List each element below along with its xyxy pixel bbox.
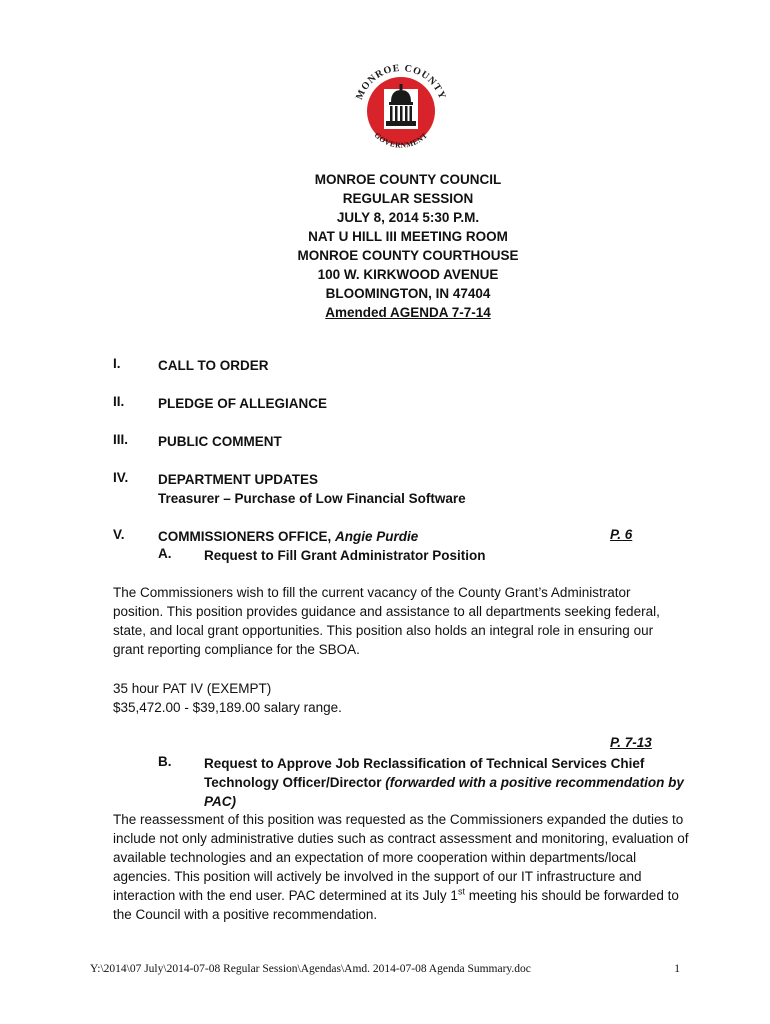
item-iv-number: IV. xyxy=(113,470,129,485)
item-v-a-hours: 35 hour PAT IV (EXEMPT) xyxy=(113,681,272,696)
header-amended-agenda: Amended AGENDA 7-7-14 xyxy=(325,305,491,320)
header-city: BLOOMINGTON, IN 47404 xyxy=(325,286,491,301)
seal-bottom-text: GOVERNMENT xyxy=(372,130,430,150)
header-courthouse: MONROE COUNTY COURTHOUSE xyxy=(297,248,519,263)
item-v-b-title-note: (forwarded with a positive recommendation by PAC) xyxy=(204,775,684,809)
item-v-b-title xyxy=(204,754,704,811)
item-ii-number: II. xyxy=(113,394,125,409)
item-iii-label: PUBLIC COMMENT xyxy=(158,434,282,449)
item-iv-label: DEPARTMENT UPDATES xyxy=(158,472,319,487)
item-v-a-description: The Commissioners wish to fill the current vacancy of the County Grant’s Administrator position. This position provides guidance and assistance to all departments seeking federal, state, and local grant opportunities. This position also holds an integral role in ensuring our grant reporting compliance for the SBOA. xyxy=(113,585,660,657)
item-iv-sub: Treasurer – Purchase of Low Financial Software xyxy=(158,491,466,506)
item-ii-label: PLEDGE OF ALLEGIANCE xyxy=(158,396,328,411)
item-v-label xyxy=(158,527,418,546)
item-v-b-description-end: meeting his should be forwarded to the Council with a positive recommendation. xyxy=(113,888,679,922)
item-v-b-letter: B. xyxy=(158,754,172,769)
item-v-presenter: Angie Purdie xyxy=(335,529,419,544)
item-v-b-description-text: The reassessment of this position was requested as the Commissioners expanded the duties to include not only administrative duties such as contract assessment and monitoring, evaluation of available technologies and an expectation of more cooperation within departments/local agencies. This position will actively be involved in the support of our IT infrastructure and interaction with the end user. PAC determined at its July 1 xyxy=(113,812,689,903)
agenda-header xyxy=(0,170,770,322)
item-v-b-page-ref: P. 7-13 xyxy=(610,735,652,750)
item-v-office: COMMISSIONERS OFFICE, xyxy=(158,529,336,544)
footer-file-path: Y:\2014\07 July\2014-07-08 Regular Session\Agendas\Amd. 2014-07-08 Agenda Summary.doc xyxy=(90,963,531,975)
header-date: JULY 8, 2014 5:30 P.M. xyxy=(336,210,480,225)
header-room: NAT U HILL III MEETING ROOM xyxy=(308,229,508,244)
header-council: MONROE COUNTY COUNCIL xyxy=(314,172,502,187)
monroe-county-seal xyxy=(346,56,456,164)
item-v-number: V. xyxy=(113,527,125,542)
item-v-b-title-text: Request to Approve Job Reclassification of Technical Services Chief Technology Officer/Director xyxy=(204,756,645,790)
item-iii-number: III. xyxy=(113,432,129,447)
item-v-a-salary: $35,472.00 - $39,189.00 salary range. xyxy=(113,700,342,715)
item-i-number: I. xyxy=(113,356,121,371)
header-session: REGULAR SESSION xyxy=(342,191,474,206)
item-v-a-letter: A. xyxy=(158,546,172,561)
item-v-b-description xyxy=(113,810,697,924)
item-v-page-ref: P. 6 xyxy=(610,527,633,542)
header-street: 100 W. KIRKWOOD AVENUE xyxy=(317,267,499,282)
seal-top-text: MONROE COUNTY xyxy=(354,62,448,102)
item-v-a-title: Request to Fill Grant Administrator Position xyxy=(204,548,486,563)
item-i-label: CALL TO ORDER xyxy=(158,358,269,373)
footer-page-number: 1 xyxy=(674,963,680,975)
item-v-b-superscript: st xyxy=(457,886,465,897)
